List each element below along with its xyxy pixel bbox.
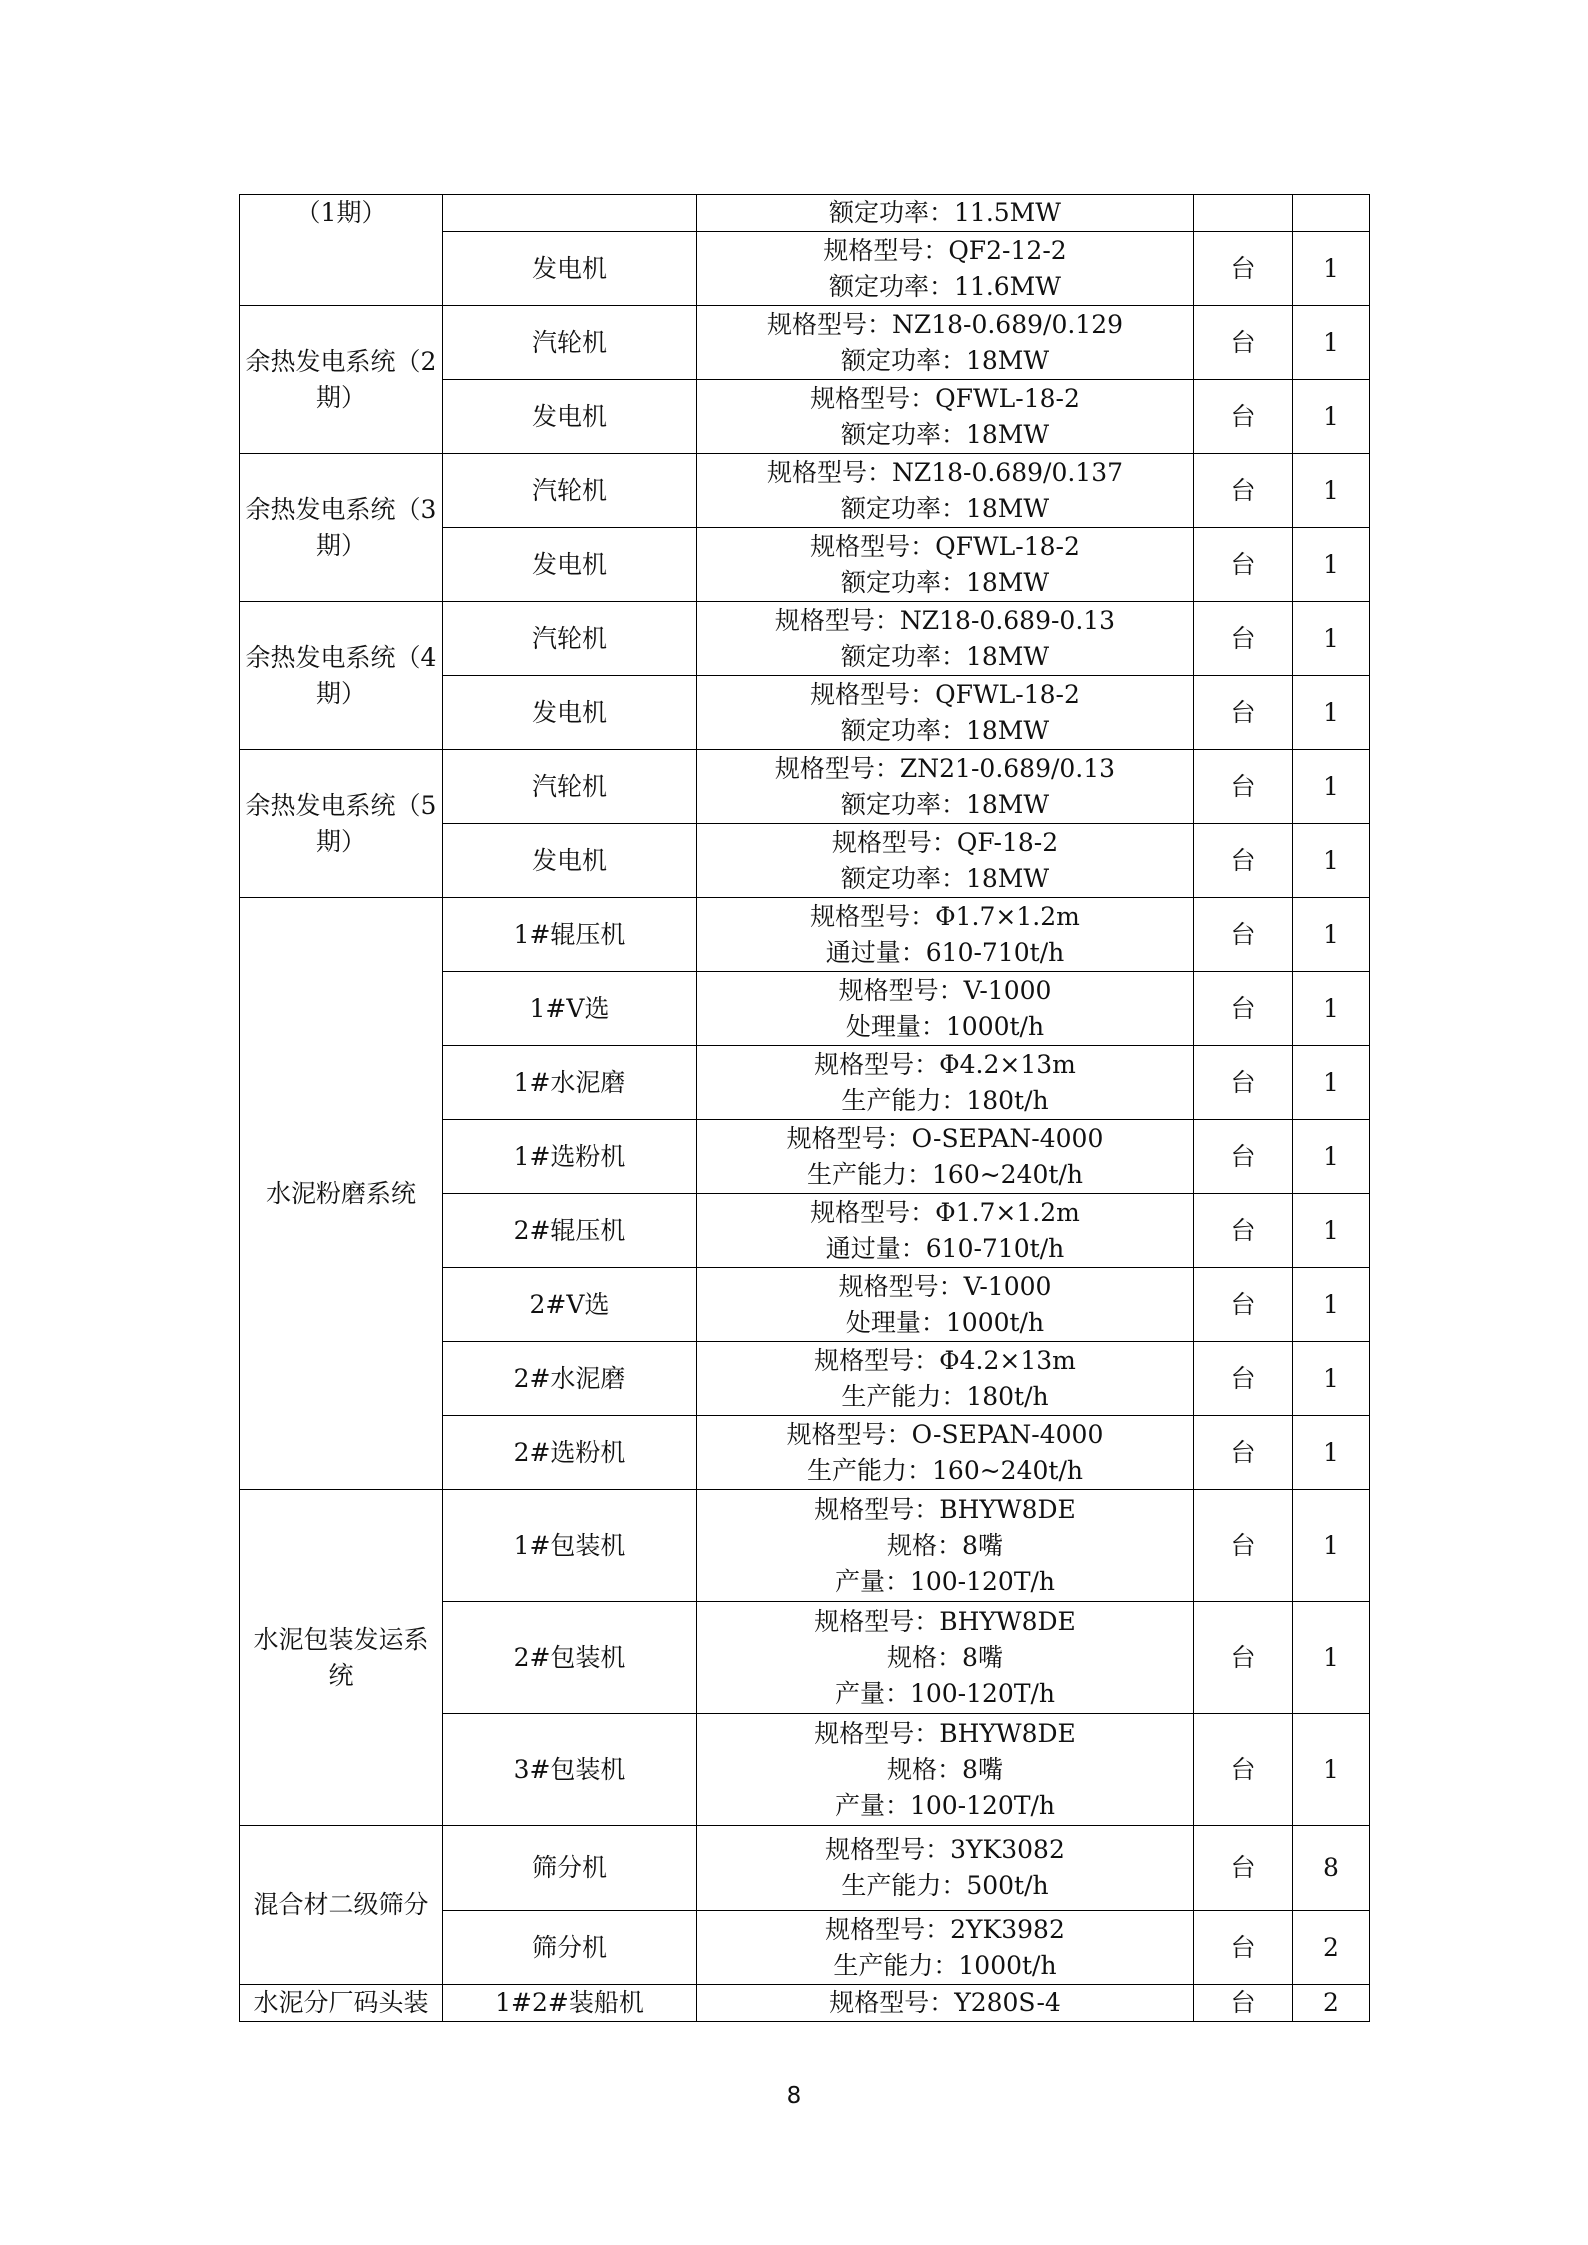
spec-line: 规格型号：Φ4.2×13m — [814, 1049, 1076, 1079]
spec-line: 额定功率：11.5MW — [829, 198, 1061, 227]
quantity-cell: 1 — [1293, 1714, 1370, 1826]
spec-line: 规格型号：3YK3082 — [825, 1835, 1065, 1864]
spec-cell — [697, 1342, 1194, 1416]
spec-cell — [697, 1120, 1194, 1194]
spec-cell — [697, 232, 1194, 306]
equipment-name-cell: 汽轮机 — [443, 750, 697, 824]
system-cell: 余热发电系统（3期） — [240, 454, 443, 602]
spec-cell — [697, 306, 1194, 380]
equipment-name-cell — [443, 195, 697, 232]
equipment-name-cell: 发电机 — [443, 824, 697, 898]
spec-cell — [697, 528, 1194, 602]
spec-line: 额定功率：18MW — [840, 863, 1050, 893]
quantity-cell: 1 — [1293, 380, 1370, 454]
unit-cell: 台 — [1194, 1342, 1293, 1416]
spec-line: 规格型号：2YK3982 — [825, 1914, 1065, 1944]
unit-cell: 台 — [1194, 824, 1293, 898]
table-row — [240, 898, 1370, 972]
spec-line: 生产能力：1000t/h — [833, 1950, 1057, 1980]
spec-line: 规格型号：O-SEPAN-4000 — [786, 1123, 1104, 1153]
spec-line: 规格：8嘴 — [887, 1642, 1003, 1672]
spec-cell — [697, 898, 1194, 972]
table-row — [240, 1985, 1370, 2022]
unit-cell: 台 — [1194, 602, 1293, 676]
spec-cell — [697, 602, 1194, 676]
table-row — [240, 454, 1370, 528]
spec-line: 规格型号：Y280S-4 — [829, 1988, 1061, 2017]
quantity-cell: 1 — [1293, 824, 1370, 898]
spec-line: 生产能力：180t/h — [841, 1381, 1049, 1411]
spec-line: 规格型号：Φ1.7×1.2m — [810, 901, 1080, 931]
quantity-cell: 8 — [1293, 1826, 1370, 1911]
spec-line: 规格：8嘴 — [887, 1530, 1003, 1560]
quantity-cell: 1 — [1293, 1342, 1370, 1416]
quantity-cell: 1 — [1293, 528, 1370, 602]
spec-line: 规格型号：QF-18-2 — [831, 827, 1059, 857]
spec-line: 规格型号：V-1000 — [838, 975, 1052, 1005]
equipment-name-cell: 汽轮机 — [443, 454, 697, 528]
system-cell: 混合材二级筛分 — [240, 1826, 443, 1985]
equipment-name-cell: 2#包装机 — [443, 1602, 697, 1714]
equipment-name-cell: 2#水泥磨 — [443, 1342, 697, 1416]
quantity-cell: 1 — [1293, 1602, 1370, 1714]
spec-line: 规格型号：QFWL-18-2 — [810, 679, 1080, 709]
quantity-cell: 1 — [1293, 1416, 1370, 1490]
equipment-name-cell: 发电机 — [443, 380, 697, 454]
quantity-cell: 1 — [1293, 676, 1370, 750]
table-row — [240, 602, 1370, 676]
spec-line: 规格型号：NZ18-0.689-0.13 — [774, 605, 1116, 635]
spec-line: 规格型号：QFWL-18-2 — [810, 531, 1080, 561]
spec-line: 产量：100-120T/h — [834, 1790, 1056, 1820]
spec-line: 规格型号：NZ18-0.689/0.129 — [766, 309, 1124, 339]
quantity-cell: 1 — [1293, 750, 1370, 824]
system-cell: （1期） — [240, 195, 443, 306]
equipment-name-cell: 1#辊压机 — [443, 898, 697, 972]
unit-cell: 台 — [1194, 1602, 1293, 1714]
system-cell: 水泥包装发运系统 — [240, 1490, 443, 1826]
equipment-name-cell: 2#V选 — [443, 1268, 697, 1342]
unit-cell: 台 — [1194, 1911, 1293, 1985]
spec-line: 通过量：610-710t/h — [825, 1233, 1065, 1263]
unit-cell: 台 — [1194, 232, 1293, 306]
equipment-name-cell: 3#包装机 — [443, 1714, 697, 1826]
spec-line: 规格型号：QFWL-18-2 — [810, 383, 1080, 413]
unit-cell: 台 — [1194, 380, 1293, 454]
equipment-name-cell: 1#V选 — [443, 972, 697, 1046]
equipment-name-cell: 1#选粉机 — [443, 1120, 697, 1194]
quantity-cell: 2 — [1293, 1911, 1370, 1985]
spec-cell — [697, 1046, 1194, 1120]
quantity-cell: 1 — [1293, 898, 1370, 972]
spec-cell — [697, 1714, 1194, 1826]
quantity-cell: 1 — [1293, 972, 1370, 1046]
spec-cell — [697, 750, 1194, 824]
quantity-cell: 1 — [1293, 454, 1370, 528]
quantity-cell: 1 — [1293, 1194, 1370, 1268]
unit-cell: 台 — [1194, 750, 1293, 824]
quantity-cell: 1 — [1293, 602, 1370, 676]
equipment-name-cell: 1#水泥磨 — [443, 1046, 697, 1120]
spec-line: 生产能力：160~240t/h — [807, 1159, 1083, 1189]
page-number: 8 — [786, 2083, 802, 2109]
equipment-name-cell: 发电机 — [443, 676, 697, 750]
spec-line: 规格型号：BHYW8DE — [814, 1606, 1076, 1636]
spec-cell — [697, 1416, 1194, 1490]
equipment-name-cell: 筛分机 — [443, 1911, 697, 1985]
unit-cell: 台 — [1194, 1985, 1293, 2022]
equipment-name-cell: 1#包装机 — [443, 1490, 697, 1602]
spec-line: 产量：100-120T/h — [834, 1566, 1056, 1596]
spec-line: 规格型号：Φ4.2×13m — [814, 1345, 1076, 1375]
spec-cell — [697, 676, 1194, 750]
table-body — [240, 195, 1370, 2022]
spec-line: 生产能力：160~240t/h — [807, 1455, 1083, 1485]
spec-cell — [697, 1268, 1194, 1342]
equipment-name-cell: 发电机 — [443, 232, 697, 306]
quantity-cell: 1 — [1293, 1268, 1370, 1342]
unit-cell: 台 — [1194, 972, 1293, 1046]
unit-cell: 台 — [1194, 1046, 1293, 1120]
spec-line: 额定功率：18MW — [840, 493, 1050, 523]
system-cell: 水泥粉磨系统 — [240, 898, 443, 1490]
unit-cell: 台 — [1194, 528, 1293, 602]
unit-cell: 台 — [1194, 306, 1293, 380]
spec-line: 额定功率：18MW — [840, 789, 1050, 819]
table-row — [240, 750, 1370, 824]
unit-cell: 台 — [1194, 454, 1293, 528]
equipment-name-cell: 2#辊压机 — [443, 1194, 697, 1268]
table-row — [240, 306, 1370, 380]
spec-line: 规格型号：Φ1.7×1.2m — [810, 1197, 1080, 1227]
spec-cell — [697, 195, 1194, 232]
spec-line: 规格型号：O-SEPAN-4000 — [786, 1419, 1104, 1449]
table-row — [240, 195, 1370, 232]
equipment-name-cell: 汽轮机 — [443, 306, 697, 380]
equipment-name-cell: 筛分机 — [443, 1826, 697, 1911]
spec-line: 生产能力：180t/h — [841, 1085, 1049, 1115]
unit-cell: 台 — [1194, 1826, 1293, 1911]
spec-line: 额定功率：18MW — [840, 345, 1050, 375]
quantity-cell: 1 — [1293, 306, 1370, 380]
spec-line: 额定功率：18MW — [840, 567, 1050, 597]
spec-cell — [697, 1194, 1194, 1268]
quantity-cell: 1 — [1293, 1490, 1370, 1602]
spec-line: 规格型号：ZN21-0.689/0.13 — [774, 753, 1116, 783]
spec-cell — [697, 1826, 1194, 1911]
spec-line: 额定功率：18MW — [840, 715, 1050, 745]
spec-cell — [697, 972, 1194, 1046]
spec-cell — [697, 1602, 1194, 1714]
spec-line: 处理量：1000t/h — [845, 1011, 1045, 1041]
spec-line: 通过量：610-710t/h — [825, 937, 1065, 967]
spec-cell — [697, 454, 1194, 528]
spec-line: 额定功率：11.6MW — [829, 271, 1061, 301]
quantity-cell: 1 — [1293, 1046, 1370, 1120]
table-row — [240, 1826, 1370, 1911]
unit-cell: 台 — [1194, 1120, 1293, 1194]
table-row — [240, 1490, 1370, 1602]
spec-line: 规格型号：NZ18-0.689/0.137 — [766, 457, 1124, 487]
quantity-cell — [1293, 195, 1370, 232]
quantity-cell: 1 — [1293, 1120, 1370, 1194]
system-cell: 水泥分厂码头装 — [240, 1985, 443, 2022]
spec-cell — [697, 1985, 1194, 2022]
unit-cell: 台 — [1194, 1194, 1293, 1268]
spec-cell — [697, 380, 1194, 454]
equipment-name-cell: 2#选粉机 — [443, 1416, 697, 1490]
unit-cell: 台 — [1194, 1490, 1293, 1602]
spec-line: 规格型号：BHYW8DE — [814, 1494, 1076, 1524]
spec-line: 额定功率：18MW — [840, 419, 1050, 449]
spec-line: 产量：100-120T/h — [834, 1678, 1056, 1708]
equipment-table — [239, 194, 1370, 2022]
unit-cell: 台 — [1194, 1416, 1293, 1490]
spec-cell — [697, 1490, 1194, 1602]
quantity-cell: 1 — [1293, 232, 1370, 306]
equipment-name-cell: 1#2#装船机 — [443, 1985, 697, 2022]
system-cell: 余热发电系统（4期） — [240, 602, 443, 750]
system-cell: 余热发电系统（2期） — [240, 306, 443, 454]
spec-line: 规格型号：V-1000 — [838, 1271, 1052, 1301]
spec-line: 规格型号：BHYW8DE — [814, 1718, 1076, 1748]
spec-line: 规格型号：QF2-12-2 — [823, 235, 1067, 265]
quantity-cell: 2 — [1293, 1985, 1370, 2022]
spec-cell — [697, 1911, 1194, 1985]
spec-line: 规格：8嘴 — [887, 1754, 1003, 1784]
system-cell: 余热发电系统（5期） — [240, 750, 443, 898]
spec-line: 处理量：1000t/h — [845, 1307, 1045, 1337]
equipment-name-cell: 发电机 — [443, 528, 697, 602]
unit-cell: 台 — [1194, 898, 1293, 972]
spec-line: 生产能力：500t/h — [841, 1871, 1049, 1900]
equipment-name-cell: 汽轮机 — [443, 602, 697, 676]
spec-line: 额定功率：18MW — [840, 641, 1050, 671]
unit-cell: 台 — [1194, 1714, 1293, 1826]
unit-cell: 台 — [1194, 1268, 1293, 1342]
unit-cell — [1194, 195, 1293, 232]
unit-cell: 台 — [1194, 676, 1293, 750]
spec-cell — [697, 824, 1194, 898]
